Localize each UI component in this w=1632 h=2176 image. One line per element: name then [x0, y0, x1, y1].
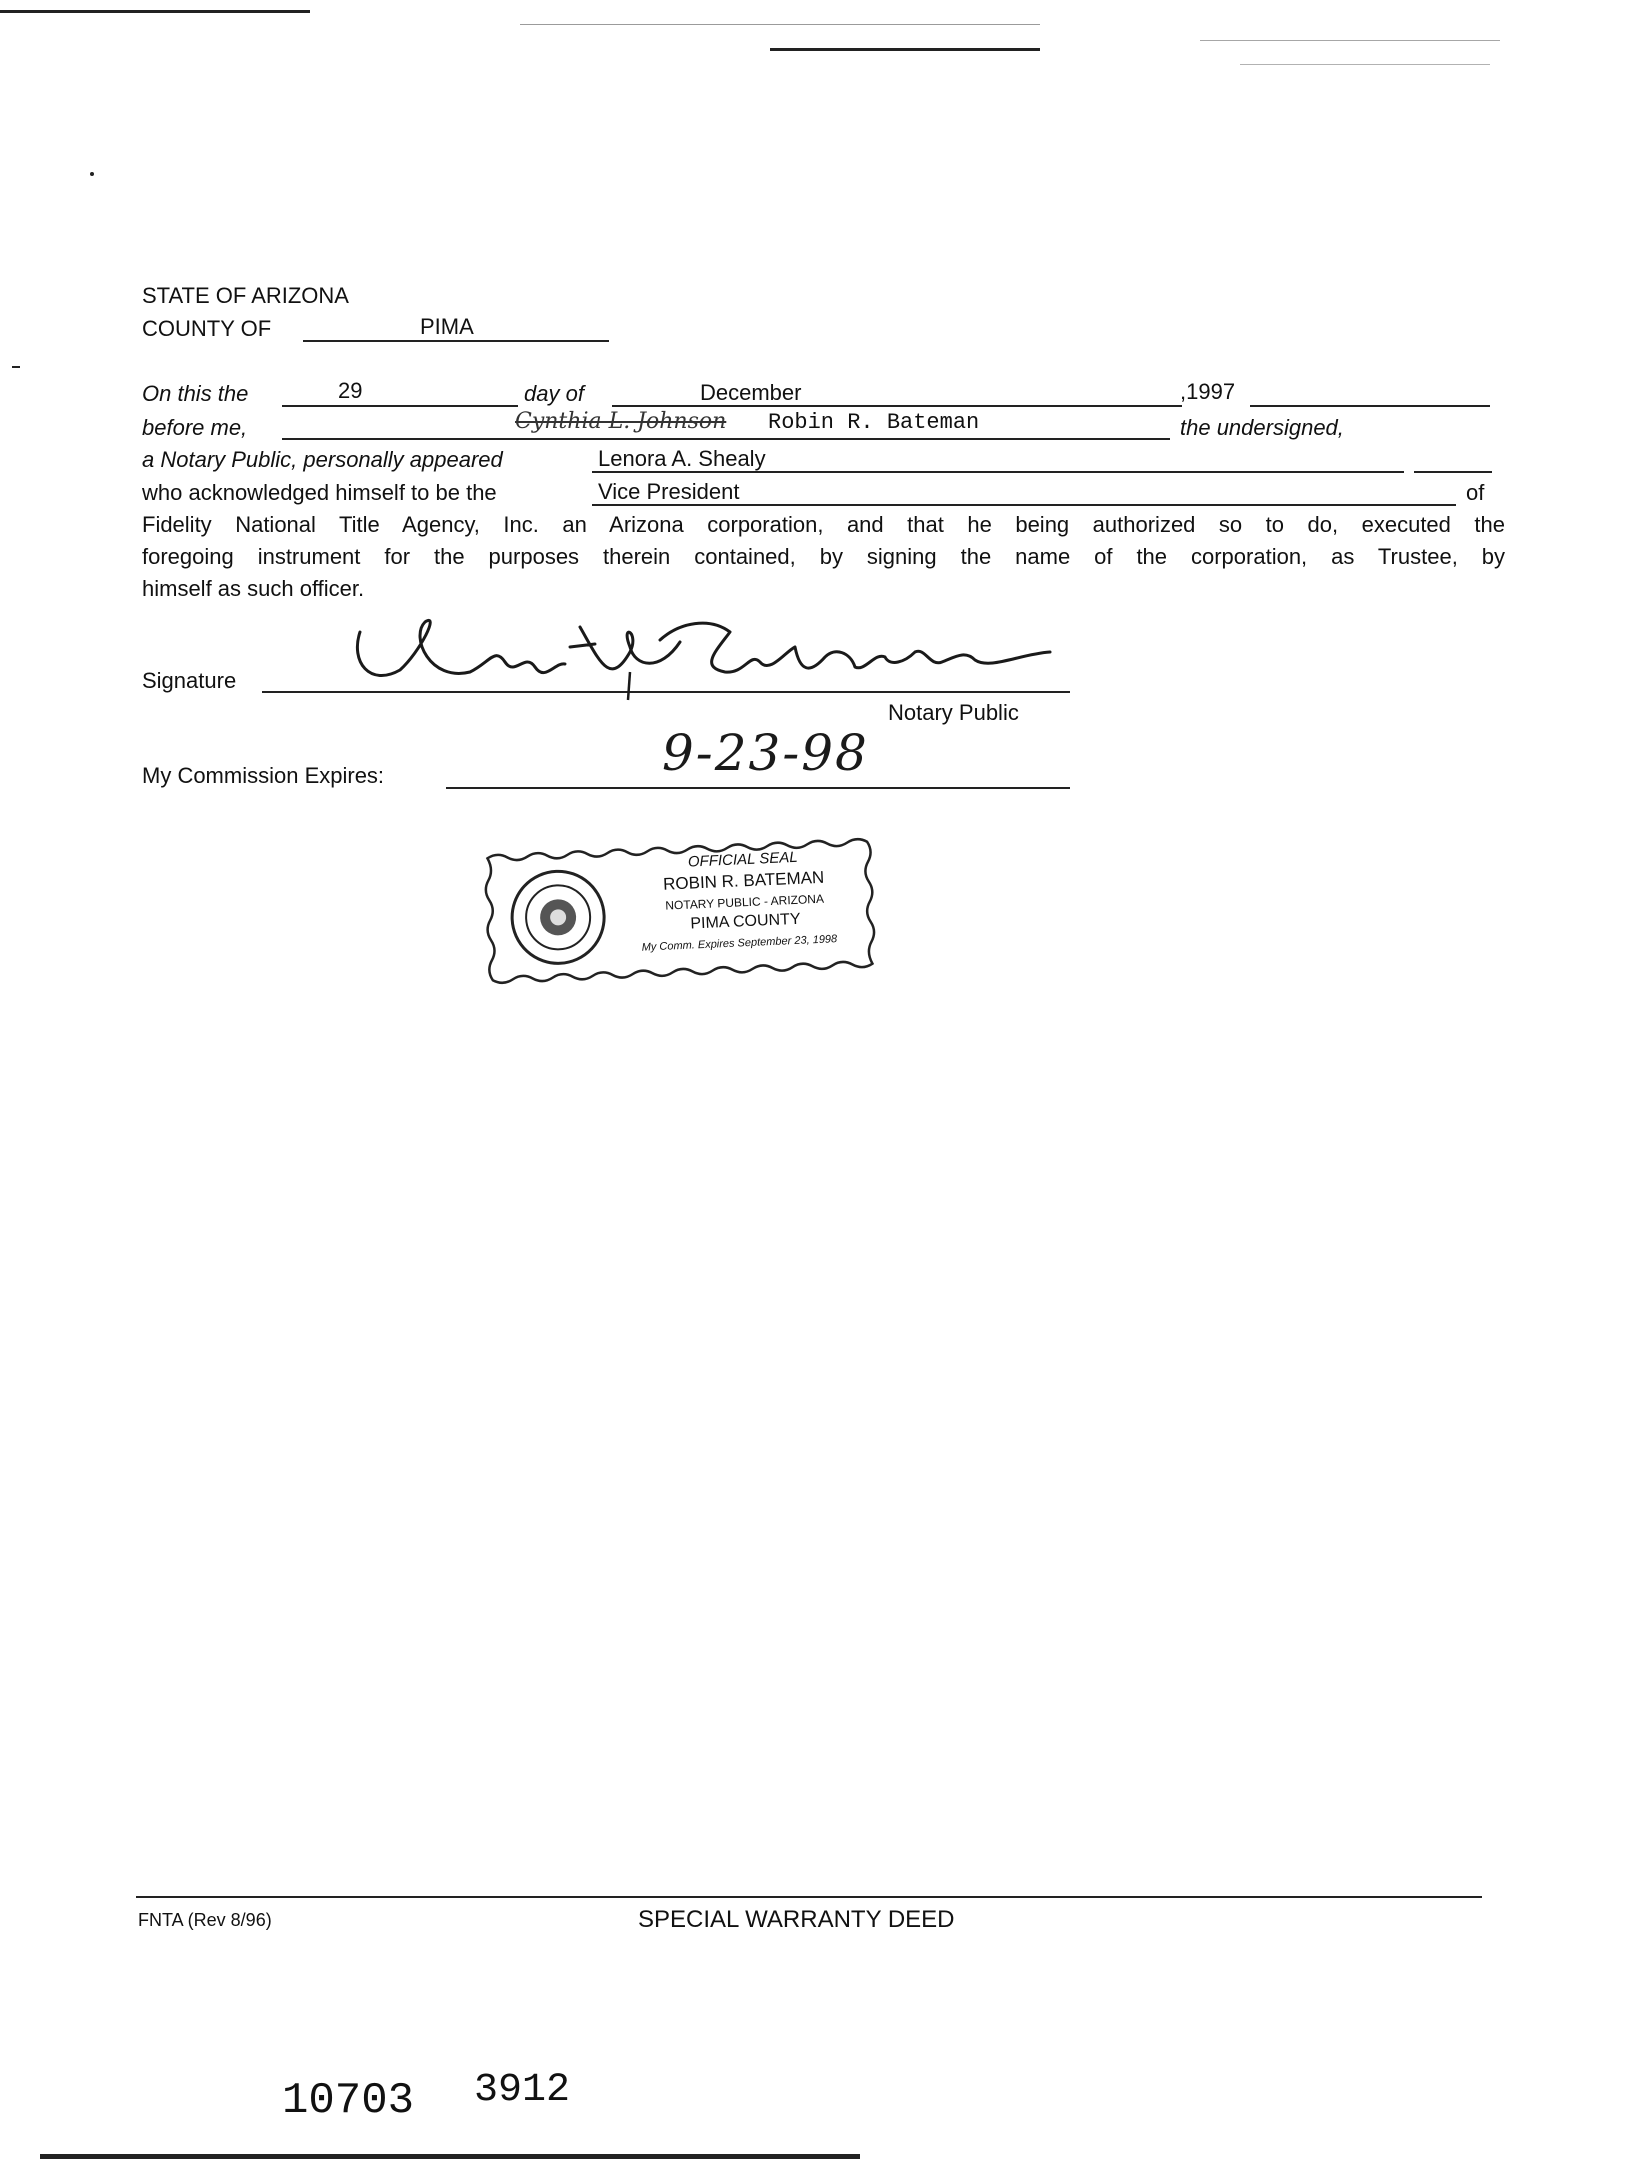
month-underline: [612, 405, 1182, 407]
before-me-label: before me,: [142, 415, 248, 440]
seal-line-3: NOTARY PUBLIC - ARIZONA: [665, 891, 825, 913]
form-code: FNTA (Rev 8/96): [138, 1910, 272, 1930]
body-line-2: foregoing instrument for the purposes therein contained, by signing the name of the corporation, as Trustee, by: [142, 544, 1505, 569]
scan-artifact: [12, 366, 20, 368]
seal-line-1: OFFICIAL SEAL: [687, 848, 798, 871]
scan-artifact: [90, 172, 94, 176]
appeared-label: a Notary Public, personally appeared: [142, 447, 503, 472]
commission-underline: [446, 787, 1070, 789]
notary-name-underline: [282, 438, 1170, 440]
state-line: STATE OF ARIZONA: [142, 283, 349, 308]
appeared-name-value: Lenora A. Shealy: [598, 446, 766, 471]
month-value: December: [700, 380, 802, 405]
county-underline: [303, 340, 609, 342]
ack-label: who acknowledged himself to be the: [142, 480, 497, 505]
title-value: Vice President: [598, 479, 740, 504]
day-value: 29: [338, 378, 363, 403]
scan-artifact: [520, 24, 1040, 25]
commission-date: 9-23-98: [662, 724, 869, 782]
year-value: ,1997: [1180, 379, 1236, 404]
scan-artifact: [1200, 40, 1500, 41]
scan-artifact: [0, 10, 310, 13]
official-seal-stamp: [477, 823, 884, 1000]
county-label: COUNTY OF: [142, 316, 272, 341]
scan-artifact: [40, 2154, 860, 2159]
day-of-label: day of: [524, 381, 584, 406]
struck-notary-name: Cynthia L. Johnson: [515, 409, 727, 434]
body-line-3: himself as such officer.: [142, 576, 365, 601]
seal-line-4: PIMA COUNTY: [690, 910, 801, 933]
on-this-label: On this the: [142, 381, 249, 406]
signature-caption: Notary Public: [888, 700, 1019, 725]
appeared-underline-tail: [1414, 471, 1492, 473]
commission-label: My Commission Expires:: [142, 763, 385, 788]
footer-rule: [136, 1896, 1482, 1898]
form-title: SPECIAL WARRANTY DEED: [638, 1906, 955, 1933]
seal-line-5: My Comm. Expires September 23, 1998: [641, 933, 838, 954]
year-trailing-underline: [1250, 405, 1490, 407]
scan-artifact: [770, 48, 1040, 51]
seal-line-2: ROBIN R. BATEMAN: [662, 867, 825, 894]
page-number: 3912: [474, 2068, 571, 2113]
scan-artifact: [1240, 64, 1490, 65]
docket-number: 10703: [282, 2076, 415, 2126]
notary-name-value: Robin R. Bateman: [768, 410, 980, 435]
county-value: PIMA: [420, 314, 474, 339]
signature-label: Signature: [142, 668, 237, 693]
day-underline: [282, 405, 518, 407]
body-line-1: Fidelity National Title Agency, Inc. an Arizona corporation, and that he being authorized so to do, executed the: [142, 512, 1505, 537]
of-label: of: [1466, 480, 1485, 505]
handwritten-signature: [330, 592, 1090, 702]
undersigned-label: the undersigned,: [1180, 415, 1344, 440]
